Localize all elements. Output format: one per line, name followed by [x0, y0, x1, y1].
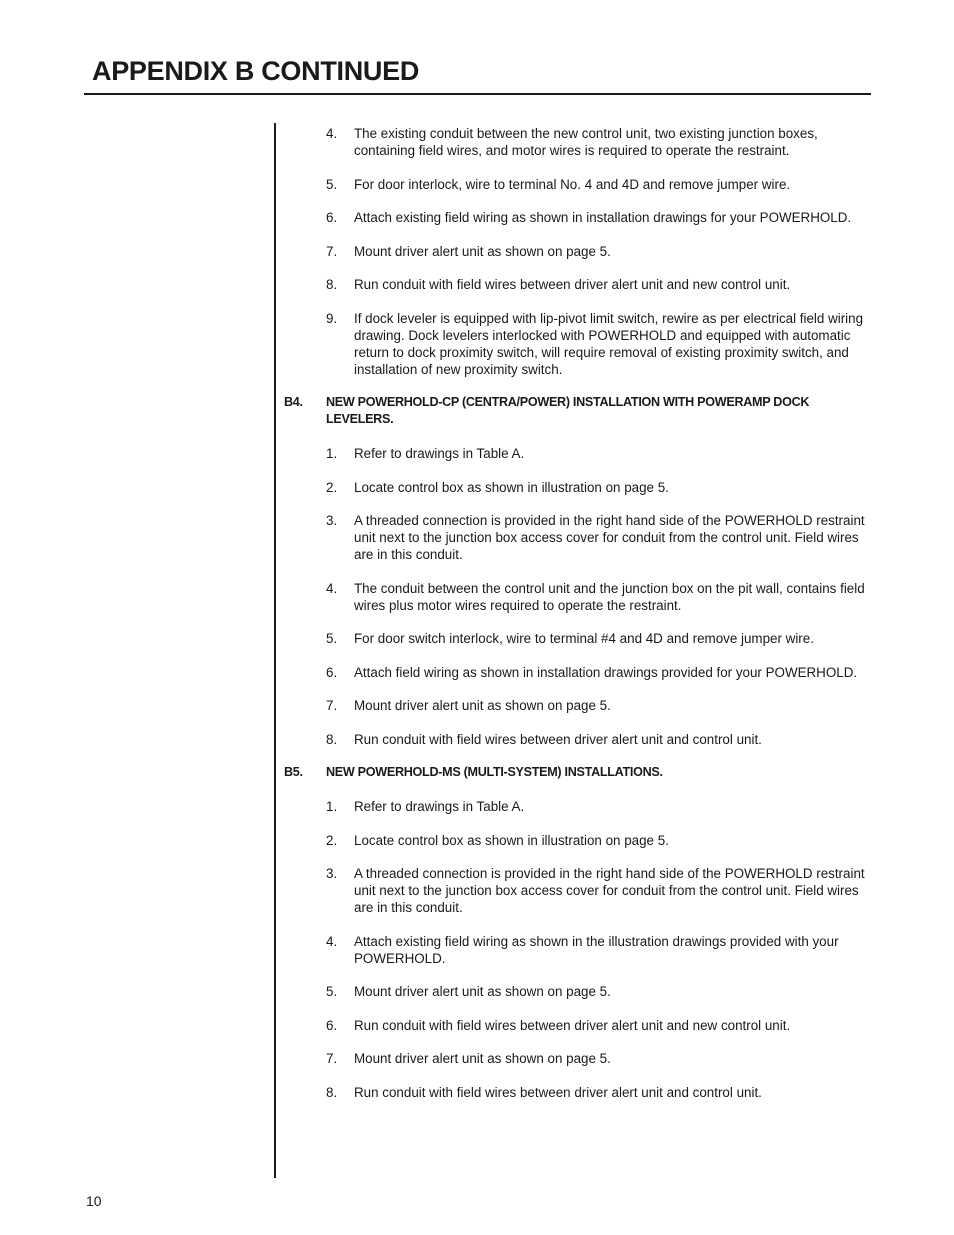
item-text: Mount driver alert unit as shown on page 5. [354, 698, 611, 713]
list-item [284, 310, 874, 378]
item-text: For door switch interlock, wire to terminal #4 and 4D and remove jumper wire. [354, 631, 814, 646]
item-text: Locate control box as shown in illustration on page 5. [354, 832, 669, 848]
item-text: The existing conduit between the new control unit, two existing junction boxes, containing field wires, and motor wires is required to operate the restraint. [354, 126, 818, 158]
item-text: A threaded connection is provided in the right hand side of the POWERHOLD restraint unit next to the junction box access cover for conduit from the control unit. Field wires are in this conduit. [354, 513, 865, 562]
section-title: NEW POWERHOLD-MS (MULTI-SYSTEM) INSTALLATIONS. [326, 765, 663, 779]
item-text: A threaded connection is provided in the right hand side of the POWERHOLD restraint unit next to the junction box access cover for conduit from the control unit. Field wires are in this conduit. [354, 866, 865, 915]
item-number: 7. [326, 1051, 338, 1066]
item-text: Run conduit with field wires between driver alert unit and control unit. [354, 1084, 762, 1100]
item-text: Run conduit with field wires between driver alert unit and control unit. [354, 731, 762, 747]
item-number: 5. [326, 631, 338, 646]
item-text: Refer to drawings in Table A. [354, 446, 525, 461]
item-text: Refer to drawings in Table A. [354, 799, 525, 814]
main-content [284, 125, 874, 1117]
list-item [284, 176, 874, 193]
item-number: 5. [326, 984, 338, 999]
list-item [284, 630, 874, 647]
item-number: 3. [326, 513, 338, 528]
item-text: Locate control box as shown in illustration on page 5. [354, 479, 669, 495]
item-number: 4. [326, 580, 338, 596]
item-number: 7. [326, 243, 338, 259]
list-item [284, 933, 874, 967]
item-text: The conduit between the control unit and the junction box on the pit wall, contains field wires plus motor wires required to operate the restraint. [354, 580, 865, 613]
section-id: B5. [284, 765, 303, 779]
item-number: 5. [326, 176, 338, 192]
list-item [284, 664, 874, 681]
item-number: 6. [326, 664, 338, 680]
item-number: 4. [326, 933, 338, 949]
item-text: Attach existing field wiring as shown in the illustration drawings provided with your POWERHOLD. [354, 933, 839, 966]
list-item [284, 209, 874, 226]
item-text: Mount driver alert unit as shown on page 5. [354, 243, 611, 259]
item-number: 2. [326, 832, 338, 848]
list-item [284, 832, 874, 849]
item-number: 9. [326, 310, 338, 326]
item-number: 1. [326, 799, 338, 814]
item-number: 8. [326, 731, 338, 747]
section-heading-b4 [284, 394, 874, 428]
item-text: Mount driver alert unit as shown on page 5. [354, 984, 611, 999]
list-item [284, 512, 874, 563]
top-list [284, 125, 874, 378]
list-item [284, 125, 874, 159]
section-b5-list [284, 798, 874, 1101]
list-item [284, 580, 874, 614]
list-item [284, 798, 874, 815]
list-item [284, 697, 874, 714]
item-number: 7. [326, 698, 338, 713]
section-id: B4. [284, 395, 303, 409]
list-item [284, 1084, 874, 1101]
page-title: APPENDIX B CONTINUED [92, 56, 420, 86]
list-item [284, 445, 874, 462]
list-item [284, 243, 874, 260]
section-heading-b5 [284, 764, 874, 781]
item-text: Attach existing field wiring as shown in installation drawings for your POWERHOLD. [354, 210, 852, 225]
item-number: 3. [326, 866, 338, 881]
page-number: 10 [86, 1193, 102, 1209]
item-number: 8. [326, 1084, 338, 1100]
item-number: 6. [326, 1017, 338, 1033]
list-item [284, 1017, 874, 1034]
item-text: Run conduit with field wires between driver alert unit and new control unit. [354, 277, 791, 292]
section-title: NEW POWERHOLD-CP (CENTRA/POWER) INSTALLATION WITH POWERAMP DOCK LEVELERS. [326, 395, 810, 426]
vertical-margin-rule [274, 123, 276, 1178]
item-text: If dock leveler is equipped with lip-pivot limit switch, rewire as per electrical field wiring drawing. Dock levelers interlocked with POWERHOLD and equipped with automatic return to dock proximity switch, will require removal of existing proximity switch, and installation of new proximity switch. [354, 310, 864, 377]
item-text: Run conduit with field wires between driver alert unit and new control unit. [354, 1017, 791, 1033]
item-text: For door interlock, wire to terminal No. 4 and 4D and remove jumper wire. [354, 176, 791, 192]
title-divider [84, 93, 871, 95]
section-b4-list [284, 445, 874, 748]
item-number: 1. [326, 446, 338, 461]
list-item [284, 731, 874, 748]
item-text: Attach field wiring as shown in installation drawings provided for your POWERHOLD. [354, 664, 858, 680]
list-item [284, 276, 874, 293]
list-item [284, 865, 874, 916]
item-number: 8. [326, 277, 338, 292]
item-number: 4. [326, 126, 338, 141]
item-number: 6. [326, 210, 338, 225]
list-item [284, 1050, 874, 1067]
list-item [284, 983, 874, 1000]
list-item [284, 479, 874, 496]
item-number: 2. [326, 479, 338, 495]
item-text: Mount driver alert unit as shown on page 5. [354, 1051, 611, 1066]
